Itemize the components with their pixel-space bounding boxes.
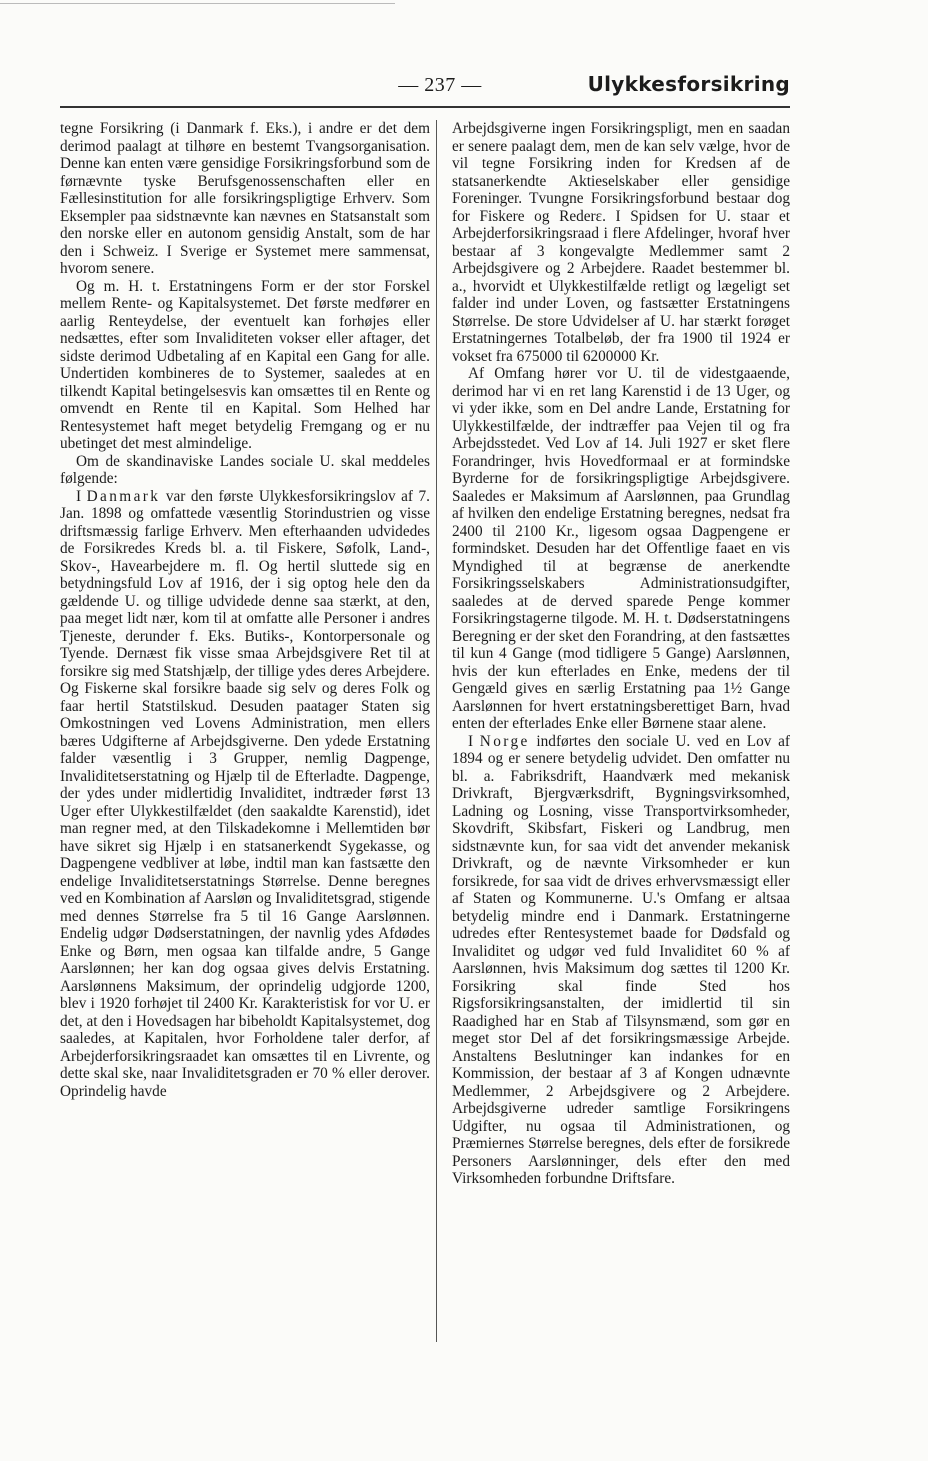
right-column [452, 120, 790, 1188]
paragraph: Om de skandinaviske Landes sociale U. skal meddeles følgende: [60, 452, 430, 487]
paragraph-text: indførtes den sociale U. ved en Lov af 1894 og er senere betydelig udvidet. Den omfatter nu bl. a. Fabriksdrift, Haandværk med mekanisk Drivkraft, Bjergværksdrift, Bygningsvirksomhed, Ladning og Losning, visse Transportvirksomheder, Skovdrift, Skibsfart, Fiskeri og Landbrug, men sidstnævnte kun, for saa vidt det anvender mekanisk Drivkraft, og de nævnte Virksomheder er kun forsikrede, for saa vidt de drives erhvervsmæssigt eller af Staten og Kommunerne. U.'s Omfang er altsaa betydelig mindre end i Danmark. Erstatningerne udredes efter Rentesystemet baade for Dødsfald og Invaliditet og udgør ved fuld Invaliditet 60 % af Aarslønnen, hvis Maksimum dog sættes til 1200 Kr. Forsikring skal finde Sted hos Rigsforsikringsanstalten, der imidlertid til sin Raadighed har en Stab af Tilsynsmænd, som gør en meget stor Del af det forsikringsmæssige Arbejde. Anstaltens Beslutninger kan indankes for en Kommission, der bestaar af 3 af Kongen udnævnte Medlemmer, 2 Arbejdsgivere og 2 Arbejdere. Arbejdsgiverne udreder samtlige Forsikringens Udgifter, nu ogsaa til Administrationen, og Præmiernes Størrelse beregnes, dels efter de forsikrede Personers Aarslønninger, dels efter den med Virksomheden forbundne Driftsfare. [452, 732, 790, 1187]
header-rule [60, 106, 790, 108]
country-name: Norge [479, 732, 530, 750]
country-name: Danmark [86, 487, 161, 505]
paragraph-lead: I [76, 487, 87, 505]
page-number: — 237 — [398, 74, 482, 96]
column-divider [436, 120, 437, 1342]
top-edge-line [0, 3, 395, 4]
paragraph-text: var den første Ulykkesforsikringslov af 7. Jan. 1898 og omfattede væsentlig Storindustrien og visse driftsmæssig farlige Erhverv. Men efterhaanden udvidedes de Forsikredes Kreds bl. a. til Fiskere, Søfolk, Land-, Skov-, Havearbejdere m. fl. Og hertil sluttede sig en betydningsfuld Lov af 1916, der i sig optog hele den da gældende U. og tillige udvidede denne saa stærkt, at den, paa meget lidt nær, kom til at omfatte alle Personer i andres Tjeneste, derunder f. Eks. Butiks-, Kontorpersonale og Tyende. Dernæst fik visse smaa Arbejdsgivere Ret til at forsikre sig med Statshjælp, der tillige ydes deres Arbejdere. Og Fiskerne skal forsikre baade sig selv og deres Folk og faar hertil Statstilskud. Desuden paatager Staten sig Omkostningen ved Lovens Administration, men ellers bæres Udgifterne af Arbejdsgiverne. Den ydede Erstatning falder væsentlig i 3 Grupper, nemlig Dagpenge, Invaliditetserstatning og Hjælp til de Efterladte. Dagpenge, der ydes under midlertidig Invaliditet, indtræder først 13 Uger efter Ulykkestilfældet (den saakaldte Karenstid), idet man regner med, at den Tilskadekomne i Mellemtiden bør have sikret sig Hjælp i en statsanerkendt Sygekasse, og Dagpengene vedbliver at løbe, indtil man kan fastsætte den endelige Invaliditetserstatnings Størrelse. Denne beregnes ved en Kombination af Aarsløn og Invaliditetsgrad, stigende med dennes Størrelse fra 5 til 16 Gange Aarslønnen. Endelig udgør Dødserstatningen, der navnlig ydes Afdødes Enke og Børn, men ogsaa kan tilfalde andre, 5 Gange Aarslønnen; her kan dog ogsaa gives delvis Erstatning. Aarslønnens Maksimum, der oprindelig udgjorde 1200, blev i 1920 forhøjet til 2400 Kr. Karakteristisk for vor U. er det, at den i Hovedsagen har bibeholdt Kapitalsystemet, dog saaledes, at Kapitalen, hvor Forholdene taler derfor, af Arbejderforsikringsraadet kan omsættes til en Livrente, og dette skal ske, naar Invaliditetsgraden er 70 % eller derover. Oprindelig havde [60, 487, 431, 1100]
paragraph-norway [452, 733, 790, 1188]
paragraph: Af Omfang hører vor U. til de videstgaaende, derimod har vi en ret lang Karenstid i de 13 Uger, og vi yder ikke, som en Del andre Lande, Erstatning for Ulykkestilfælde, der indtræffer paa Vejen til og fra Arbejdsstedet. Ved Lov af 14. Juli 1927 er sket flere Forandringer, hvis Hovedformaal er at formindske Byrderne for de forsikringspligtige Arbejdsgivere. Saaledes er Maksimum af Aarslønnen, paa Grundlag af hvilken den endelige Erstatning beregnes, nedsat fra 2400 til 2100 Kr., ligesom ogsaa Dagpengene er formindsket. Desuden har det Offentlige faaet en vis Myndighed til at begrænse de anerkendte Forsikringsselskabers Administrationsudgifter, saaledes at de derved sparede Penge kommer Forsikringstagerne tilgode. M. H. t. Dødserstatningens Beregning er der sket den Forandring, at den fastsættes til kun 4 Gange (mod tidligere 5 Gange) Aarslønnen, hvis der kun efterlades en Enke, medens der til Gengæld gives en særlig Erstatning paa 1½ Gange Aarslønnen for hvert erstatningsberettiget Barn, hvad enten der efterlades Enke eller Børnene staar alene. [452, 365, 790, 732]
paragraph-denmark [60, 488, 430, 1101]
paragraph-lead: I [468, 732, 480, 750]
paragraph: Arbejdsgiverne ingen Forsikringspligt, men en saadan er senere paalagt dem, men de kan selv vælge, hvor de vil tegne Forsikring inden for Kredsen af de statsanerkendte Aktieselskaber eller gensidige Foreninger. Tvungne Forsikringsforbund bestaar dog for Fiskere og Rederε. I Spidsen for U. staar et Arbejderforsikringsraad i flere Afdelinger, hvoraf hver bestaar af 3 kongevalgte Medlemmer samt 2 Arbejdsgivere og 2 Arbejdere. Raadet bestemmer bl. a., hvorvidt et Ulykkestilfælde retligt og lægeligt set falder ind under Loven, og fastsætter Erstatningens Størrelse. De store Udvidelser af U. har stærkt forøget Erstatningernes Totalbeløb, der fra 1900 til 1924 er vokset fra 675000 til 6200000 Kr. [452, 120, 790, 365]
left-column [60, 120, 430, 1100]
paragraph: tegne Forsikring (i Danmark f. Eks.), i andre er det dem derimod paalagt at tilhøre en bestemt Tvangsorganisation. Denne kan enten være gensidige Forsikringsforbund som de førnævnte tyske Berufsgenossenschaften eller en Fællesinstitution for alle forsikringspligtige Erhverv. Som Eksempler paa sidstnævnte kan nævnes en Statsanstalt som den norske eller en autonom gensidig Anstalt, som de har den i Schweiz. I Sverige er Systemet mere sammensat, hvorom senere. [60, 120, 430, 277]
paragraph: Og m. H. t. Erstatningens Form er der stor Forskel mellem Rente- og Kapitalsystemet. Det første medfører en aarlig Renteydelse, der eventuelt kan forhøjes eller nedsættes, efter som Invaliditeten vokser eller aftager, det sidste derimod Udbetaling af en Kapital een Gang for alle. Undertiden kombineres de to Systemer, saaledes at en tilkendt Kapital betingelsesvis kan omsættes til en Rente og omvendt en Rente til en Kapital. Som Helhed har Rentesystemet haft meget betydelig Fremgang og er nu ubetinget det mest almindelige. [60, 277, 430, 452]
running-title: Ulykkesforsikring [587, 72, 790, 96]
